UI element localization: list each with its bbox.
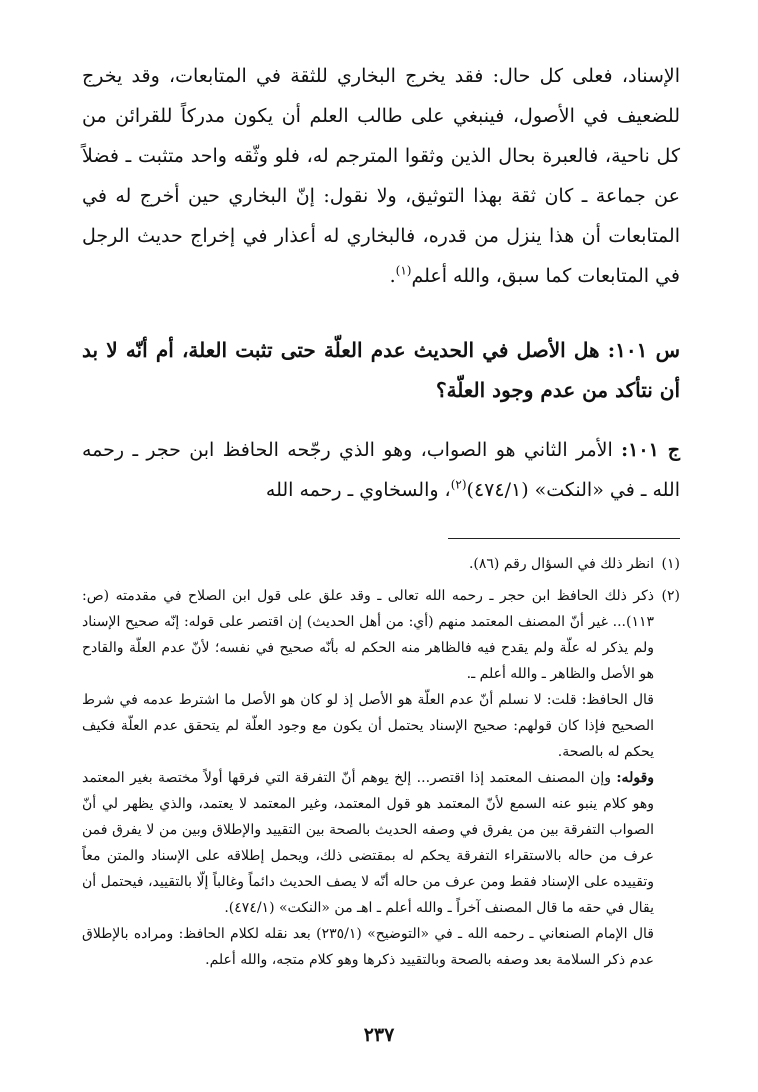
footnote-2-number: (٢) bbox=[661, 588, 680, 604]
answer-text-continued: ، والسخاوي ـ رحمه الله bbox=[265, 479, 451, 501]
footnote-2-para-3 bbox=[82, 765, 680, 921]
footnote-1 bbox=[82, 551, 680, 577]
footnotes bbox=[82, 551, 680, 973]
body-paragraph-text: الإسناد، فعلى كل حال: فقد يخرج البخاري للثقة في المتابعات، وقد يخرج للضعيف في الأصول، فينبغي على طالب العلم أن يكون مدركاً للقرائن من كل ناحية، فالعبرة بحال الذين وثقوا المترجم له، فلو وثّقه واحد متثبت ـ فضلاً عن جماعة ـ كان ثقة بهذا التوثيق، ولا نقول: إنّ البخاري حين أخرج له في المتابعات أن هذا ينزل من قدره، فالبخاري له أعذار في إخراج حديث الرجل في المتابعات كما سبق، والله أعلم bbox=[82, 65, 680, 287]
question-text: هل الأصل في الحديث عدم العلّة حتى تثبت العلة، أم أنّه لا بد أن نتأكد من عدم وجود العلّة؟ bbox=[82, 338, 680, 402]
footnote-2-para-3-text: وإن المصنف المعتمد إذا اقتصر... إلخ يوهم أنّ التفرقة التي فرقها أولاً مختصة بغير المعتمد وهو كلام ينبو عنه السمع لأنّ المعتمد هو قول المعتمد، وغير المعتمد لا يعتمد، والذي يظهر لي أنّ الصواب التفرقة بين من يفرق في وصفه الحديث بالصحة بين التقييد والإطلاق وبين من لا يفرق فمن عرف من حاله بالاستقراء التفرقة يحكم له بمقتضى ذلك، ويحمل إطلاقه على الإسناد والمتن معاً وتقييده على الإسناد فقط ومن عرف من حاله أنّه لا يصف الحديث دائماً وغالباً إلّا بالتقييد، فيحتمل أن يقال في حقه ما قال المصنف آخراً ـ والله أعلم ـ اهـ من «النكت» (٤٧٤/١). bbox=[82, 770, 654, 916]
question-101 bbox=[82, 330, 680, 410]
page-number: ٢٣٧ bbox=[363, 1024, 395, 1046]
footnote-2-para-3-label: وقوله: bbox=[616, 770, 655, 786]
body-paragraph-end: . bbox=[389, 265, 396, 287]
footnote-1-text: انظر ذلك في السؤال رقم (٨٦). bbox=[468, 556, 654, 572]
body-paragraph bbox=[82, 56, 680, 296]
answer-text: الأمر الثاني هو الصواب، وهو الذي رجّحه الحافظ ابن حجر ـ رحمه الله ـ في «النكت» (٤٧٤/١) bbox=[82, 439, 680, 501]
footnote-2 bbox=[82, 583, 680, 687]
footnote-1-number: (١) bbox=[661, 556, 680, 572]
answer-101 bbox=[82, 430, 680, 510]
footnote-2-para-2: قال الحافظ: قلت: لا نسلم أنّ عدم العلّة هو الأصل إذ لو كان هو الأصل ما اشترط عدمه في شرط الصحيح فإذا كان قولهم: صحيح الإسناد يحتمل أن يكون مع وجود العلّة لم يتحقق عدم العلّة فكيف يحكم له بالصحة. bbox=[82, 692, 654, 760]
footnote-2-para-1: ذكر ذلك الحافظ ابن حجر ـ رحمه الله تعالى ـ وقد علق على قول ابن الصلاح في مقدمته (ص: ١١٣)... غير أنّ المصنف المعتمد منهم (أي: من أهل الحديث) إن اقتصر على قوله: إنّه صحيح الإسناد ولم يذكر له علّة ولم يقدح فيه فالظاهر منه الحكم له بأنّه صحيح في نفسه؛ لأنّ عدم العلّة والقادح هو الأصل والظاهر ـ والله أعلم ـ. bbox=[82, 588, 654, 682]
footnote-ref-1: (١) bbox=[395, 263, 412, 278]
footnote-ref-2: (٢) bbox=[450, 477, 467, 492]
answer-label: ج ١٠١: bbox=[621, 439, 680, 461]
footnote-separator bbox=[448, 538, 680, 539]
footnote-2-para-4: قال الإمام الصنعاني ـ رحمه الله ـ في «التوضيح» (٢٣٥/١) بعد نقله لكلام الحافظ: ومراده بالإطلاق عدم ذكر السلامة بعد وصفه بالصحة وبالتقييد ذكرها وهو كلام متجه، والله أعلم. bbox=[82, 926, 654, 968]
question-label: س ١٠١: bbox=[607, 338, 680, 362]
